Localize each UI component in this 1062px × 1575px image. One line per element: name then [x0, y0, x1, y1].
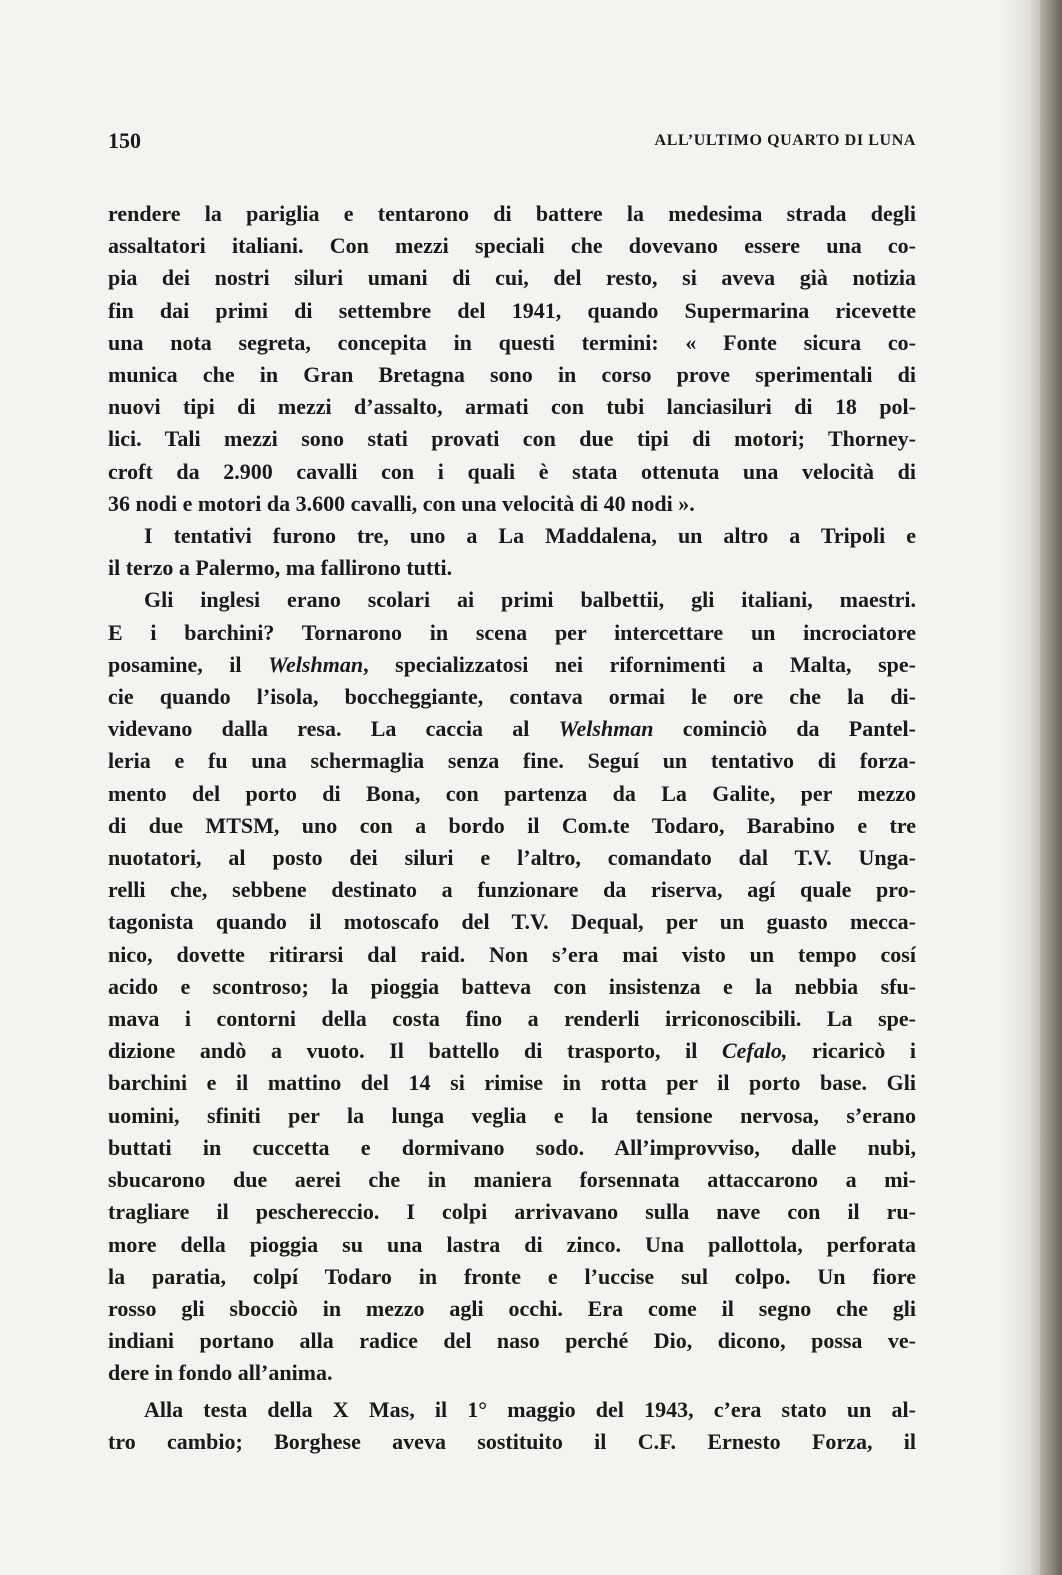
text-line: indiani portano alla radice del naso perché Dio, dicono, possa ve-: [108, 1328, 916, 1354]
text-line: 36 nodi e motori da 3.600 cavalli, con una velocità di 40 nodi ».: [108, 490, 695, 516]
text-line: fin dai primi di settembre del 1941, quando Supermarina ricevette: [108, 297, 916, 323]
page-header: [108, 128, 916, 160]
text-line: tagonista quando il motoscafo del T.V. Dequal, per un guasto mecca-: [108, 909, 916, 935]
text-fragment: cominciò da Pantel-: [653, 716, 916, 742]
text-line: una nota segreta, concepita in questi termini: « Fonte sicura co-: [108, 329, 916, 355]
ship-name-cefalo: Cefalo,: [721, 1038, 788, 1064]
text-line: di due MTSM, uno con a bordo il Com.te Todaro, Barabino e tre: [108, 812, 916, 838]
text-line: rendere la pariglia e tentarono di battere la medesima strada degli: [108, 201, 916, 226]
text-line: cie quando l’isola, boccheggiante, contava ormai le ore che la di-: [108, 684, 916, 710]
text-line: mento del porto di Bona, con partenza da La Galite, per mezzo: [108, 780, 916, 806]
text-line: assaltatori italiani. Con mezzi speciali che dovevano essere una co-: [108, 233, 916, 259]
text-line: rosso gli sbocciò in mezzo agli occhi. Era come il segno che gli: [108, 1295, 916, 1321]
paragraph-2: [108, 520, 916, 584]
paragraph-3: [108, 584, 916, 1389]
text-line: mava i contorni della costa fino a renderli irriconoscibili. La spe-: [108, 1006, 916, 1032]
text-line: acido e scontroso; la pioggia batteva con insistenza e la nebbia sfu-: [108, 973, 916, 999]
text-line: il terzo a Palermo, ma fallirono tutti.: [108, 555, 453, 581]
text-line: nuotatori, al posto dei siluri e l’altro, comandato dal T.V. Unga-: [108, 845, 916, 871]
text-line: munica che in Gran Bretagna sono in corso prove sperimentali di: [108, 362, 916, 388]
text-line: I tentativi furono tre, uno a La Maddalena, un altro a Tripoli e: [144, 523, 916, 549]
ship-name-welshman: Welshman: [268, 651, 364, 677]
text-line: nico, dovette ritirarsi dal raid. Non s’era mai visto un tempo cosí: [108, 941, 916, 967]
text-line: Alla testa della X Mas, il 1° maggio del 1943, c’era stato un al-: [144, 1396, 916, 1422]
text-line: dere in fondo all’anima.: [108, 1360, 333, 1386]
text-fragment: ricaricò i: [787, 1038, 916, 1064]
text-line: tragliare il peschereccio. I colpi arrivavano sulla nave con il ru-: [108, 1199, 916, 1225]
text-line: nuovi tipi di mezzi d’assalto, armati con tubi lanciasiluri di 18 pol-: [108, 394, 916, 420]
page-number: 150: [108, 128, 141, 153]
text-fragment: posamine, il: [108, 651, 269, 677]
text-line: E i barchini? Tornarono in scena per intercettare un incrociatore: [108, 619, 916, 645]
text-line: Gli inglesi erano scolari ai primi balbettii, gli italiani, maestri.: [144, 587, 916, 613]
text-fragment: videvano dalla resa. La caccia al: [108, 716, 559, 742]
text-line: barchini e il mattino del 14 si rimise in rotta per il porto base. Gli: [108, 1070, 916, 1096]
text-line: tro cambio; Borghese aveva sostituito il C.F. Ernesto Forza, il: [108, 1428, 916, 1454]
text-fragment: , specializzatosi nei rifornimenti a Malta, spe-: [363, 651, 916, 677]
text-line: [108, 713, 916, 745]
text-line: [108, 649, 916, 681]
text-line: [108, 1035, 916, 1067]
body-text: [108, 198, 916, 1458]
text-fragment: dizione andò a vuoto. Il battello di trasporto, il: [108, 1038, 722, 1064]
text-line: la paratia, colpí Todaro in fronte e l’uccise sul colpo. Un fiore: [108, 1263, 916, 1289]
text-line: relli che, sebbene destinato a funzionare da riserva, agí quale pro-: [108, 877, 916, 903]
paragraph-1: [108, 198, 916, 520]
text-line: leria e fu una schermaglia senza fine. Seguí un tentativo di forza-: [108, 748, 916, 774]
paragraph-4: [108, 1394, 916, 1458]
ship-name-welshman: Welshman: [558, 716, 654, 742]
text-line: lici. Tali mezzi sono stati provati con due tipi di motori; Thorney-: [108, 426, 916, 452]
book-spine-edge: [1040, 0, 1062, 1575]
text-line: sbucarono due aerei che in maniera forsennata attaccarono a mi-: [108, 1167, 916, 1193]
text-line: croft da 2.900 cavalli con i quali è stata ottenuta una velocità di: [108, 458, 916, 484]
text-line: pia dei nostri siluri umani di cui, del resto, si aveva già notizia: [108, 265, 916, 291]
running-title: ALL’ULTIMO QUARTO DI LUNA: [654, 132, 916, 149]
text-line: buttati in cuccetta e dormivano sodo. All’improvviso, dalle nubi,: [108, 1134, 916, 1160]
text-line: more della pioggia su una lastra di zinco. Una pallottola, perforata: [108, 1231, 916, 1257]
text-line: uomini, sfiniti per la lunga veglia e la tensione nervosa, s’erano: [108, 1102, 916, 1128]
